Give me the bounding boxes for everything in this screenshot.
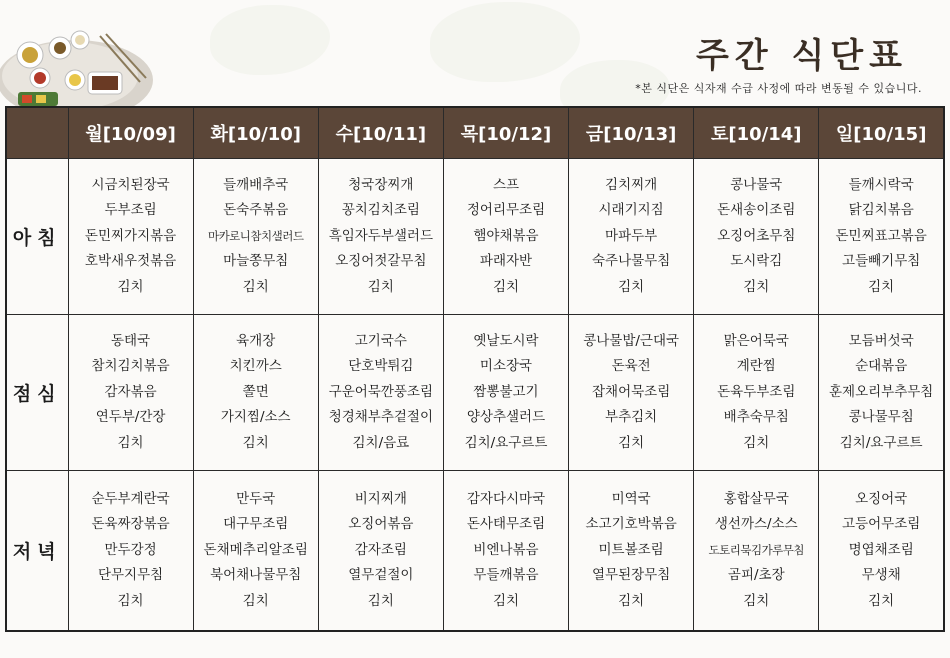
dish-item: 콩나물밥/근대국 bbox=[583, 332, 680, 349]
dish-item: 부추김치 bbox=[605, 409, 658, 426]
dish-item: 오징어초무침 bbox=[717, 227, 796, 244]
dish-item: 치킨까스 bbox=[229, 358, 282, 375]
dish-item: 미역국 bbox=[611, 490, 651, 507]
dish-item: 시금치된장국 bbox=[91, 176, 170, 193]
dish-item: 참치김치볶음 bbox=[91, 358, 170, 375]
menu-cell-lunch-sun bbox=[819, 315, 944, 471]
menu-cell-lunch-mon bbox=[68, 315, 193, 471]
dish-item: 김치 bbox=[242, 592, 269, 609]
dish-item: 고기국수 bbox=[354, 332, 407, 349]
dish-item: 흑임자두부샐러드 bbox=[328, 227, 434, 244]
header-corner-cell bbox=[6, 107, 68, 159]
dish-item: 김치 bbox=[743, 592, 770, 609]
background-leaf bbox=[210, 5, 330, 75]
dish-item: 김치 bbox=[117, 278, 144, 295]
dish-item: 만두국 bbox=[236, 490, 276, 507]
dish-item: 마파두부 bbox=[605, 227, 658, 244]
dish-item: 고들빼기무침 bbox=[842, 253, 921, 270]
dish-item: 대구무조림 bbox=[223, 516, 289, 532]
dish-item: 김치/요구르트 bbox=[464, 434, 548, 451]
dish-item: 비엔나볶음 bbox=[473, 541, 539, 558]
dish-item: 김치찌개 bbox=[605, 176, 658, 193]
dish-item: 들깨배추국 bbox=[223, 176, 289, 193]
menu-cell-breakfast-thu bbox=[443, 159, 568, 315]
dish-item: 미소장국 bbox=[479, 358, 533, 375]
day-header-mon: 월[10/09] bbox=[68, 107, 193, 159]
menu-cell-lunch-fri bbox=[569, 315, 694, 471]
dish-item: 김치 bbox=[868, 592, 895, 609]
dish-item: 돈채메추리알조림 bbox=[203, 541, 308, 558]
dish-item: 김치 bbox=[618, 434, 645, 451]
menu-cell-lunch-wed bbox=[318, 315, 443, 471]
dish-item: 순대볶음 bbox=[855, 358, 908, 375]
day-header-wed: 수[10/11] bbox=[318, 107, 443, 159]
menu-cell-dinner-sun bbox=[819, 471, 944, 631]
dish-item: 배추숙무침 bbox=[723, 409, 789, 426]
dish-item: 청국장찌개 bbox=[348, 176, 414, 193]
dish-item: 마카로니참치샐러드 bbox=[207, 228, 304, 243]
dish-item: 무들깨볶음 bbox=[473, 567, 539, 583]
dish-item: 생선까스/소스 bbox=[714, 516, 798, 532]
meal-label-breakfast: 아침 bbox=[6, 159, 68, 315]
day-header-fri: 금[10/13] bbox=[569, 107, 694, 159]
dish-item: 호박새우젓볶음 bbox=[84, 253, 177, 270]
dish-item: 들깨시락국 bbox=[848, 176, 914, 193]
menu-cell-dinner-mon bbox=[68, 471, 193, 631]
dish-item: 만두강정 bbox=[104, 541, 157, 558]
menu-cell-breakfast-fri bbox=[569, 159, 694, 315]
dish-item: 돈육짜장볶음 bbox=[91, 516, 170, 532]
menu-change-notice: *본 식단은 식자재 수급 사정에 따라 변동될 수 있습니다. bbox=[635, 82, 922, 95]
day-header-thu: 목[10/12] bbox=[443, 107, 568, 159]
meal-label-dinner: 저녁 bbox=[6, 471, 68, 631]
dish-item: 돈육두부조림 bbox=[717, 383, 796, 400]
dish-item: 육개장 bbox=[236, 332, 276, 349]
menu-cell-dinner-thu bbox=[443, 471, 568, 631]
menu-cell-lunch-thu bbox=[443, 315, 568, 471]
dish-item: 비지찌개 bbox=[354, 490, 407, 507]
dish-item: 김치 bbox=[618, 278, 645, 295]
dish-item: 꽁치김치조림 bbox=[341, 202, 420, 219]
dish-item: 곰피/초장 bbox=[727, 567, 785, 583]
dish-item: 계란찜 bbox=[736, 358, 776, 375]
day-header-row bbox=[6, 107, 944, 159]
dish-item: 순두부계란국 bbox=[91, 490, 170, 507]
dish-item: 돈육전 bbox=[611, 358, 651, 375]
meal-row-dinner bbox=[6, 471, 944, 631]
dish-item: 열무된장무침 bbox=[592, 567, 671, 583]
menu-cell-dinner-sat bbox=[694, 471, 819, 631]
weekly-menu-table bbox=[5, 106, 945, 632]
page-title: 주간 식단표 bbox=[695, 36, 908, 76]
dish-item: 오징어볶음 bbox=[348, 516, 414, 532]
dish-item: 김치 bbox=[743, 278, 770, 295]
dish-item: 돈민찌가지볶음 bbox=[84, 227, 177, 244]
menu-cell-dinner-fri bbox=[569, 471, 694, 631]
menu-cell-breakfast-mon bbox=[68, 159, 193, 315]
dish-item: 돈민찌표고볶음 bbox=[835, 227, 927, 244]
dish-item: 김치 bbox=[492, 278, 520, 295]
dish-item: 김치 bbox=[868, 278, 895, 295]
dish-item: 파래자반 bbox=[479, 253, 533, 270]
dish-item: 김치 bbox=[117, 592, 144, 609]
dish-item: 두부조림 bbox=[104, 202, 157, 219]
dish-item: 짬뽕불고기 bbox=[473, 383, 539, 400]
dish-item: 김치 bbox=[117, 434, 144, 451]
menu-cell-lunch-sat bbox=[694, 315, 819, 471]
menu-cell-breakfast-sat bbox=[694, 159, 819, 315]
menu-cell-lunch-tue bbox=[193, 315, 318, 471]
dish-item: 김치 bbox=[492, 592, 520, 609]
dish-item: 김치 bbox=[367, 592, 394, 609]
dish-item: 미트볼조림 bbox=[598, 541, 664, 558]
dish-item: 돈새송이조림 bbox=[717, 202, 796, 219]
meal-row-lunch bbox=[6, 315, 944, 471]
dish-item: 햄야채볶음 bbox=[473, 227, 539, 244]
dish-item: 잡채어묵조림 bbox=[592, 383, 671, 400]
dish-item: 단호박튀김 bbox=[348, 358, 414, 375]
dish-item: 도시락김 bbox=[730, 253, 783, 270]
dish-item: 훈제오리부추무침 bbox=[829, 383, 934, 400]
dish-item: 감자다시마국 bbox=[466, 490, 546, 507]
dish-item: 김치/음료 bbox=[352, 434, 410, 451]
dish-item: 맑은어묵국 bbox=[723, 332, 789, 349]
dish-item: 닭김치볶음 bbox=[848, 202, 914, 219]
dish-item: 홍합살무국 bbox=[723, 490, 789, 507]
dish-item: 도토리묵김가루무침 bbox=[708, 542, 805, 557]
dish-item: 김치 bbox=[242, 278, 269, 295]
menu-cell-breakfast-wed bbox=[318, 159, 443, 315]
dish-item: 청경채부추겉절이 bbox=[328, 409, 434, 426]
dish-item: 김치 bbox=[367, 278, 394, 295]
dish-item: 마늘쫑무침 bbox=[223, 253, 289, 270]
dish-item: 북어채나물무침 bbox=[210, 567, 302, 583]
background-leaf bbox=[430, 2, 580, 82]
dish-item: 시래기지짐 bbox=[598, 202, 664, 219]
dish-item: 김치/요구르트 bbox=[839, 434, 923, 451]
dish-item: 콩나물무침 bbox=[848, 409, 914, 426]
dish-item: 옛날도시락 bbox=[473, 332, 539, 349]
dish-item: 단무지무침 bbox=[97, 567, 164, 583]
dish-item: 정어리무조림 bbox=[466, 202, 546, 219]
dish-item: 양상추샐러드 bbox=[466, 409, 546, 426]
menu-cell-breakfast-tue bbox=[193, 159, 318, 315]
title-area bbox=[696, 28, 908, 77]
dish-item: 오징어국 bbox=[855, 490, 908, 507]
dish-item: 동태국 bbox=[111, 332, 151, 349]
dish-item: 콩나물국 bbox=[730, 176, 783, 193]
day-header-sat: 토[10/14] bbox=[694, 107, 819, 159]
dish-item: 고등어무조림 bbox=[842, 516, 921, 532]
dish-item: 돈사태무조림 bbox=[466, 516, 546, 532]
dish-item: 김치 bbox=[743, 434, 770, 451]
dish-item: 무생채 bbox=[861, 567, 901, 583]
dish-item: 오징어젓갈무침 bbox=[335, 253, 427, 270]
dish-item: 스프 bbox=[492, 176, 520, 193]
dish-item: 연두부/간장 bbox=[95, 409, 166, 426]
dish-item: 쫄면 bbox=[242, 383, 269, 400]
dish-item: 가지찜/소스 bbox=[220, 409, 291, 426]
dish-item: 소고기호박볶음 bbox=[585, 516, 677, 532]
dish-item: 돈숙주볶음 bbox=[223, 202, 289, 219]
dish-item: 김치 bbox=[242, 434, 269, 451]
day-header-sun: 일[10/15] bbox=[819, 107, 944, 159]
menu-cell-dinner-tue bbox=[193, 471, 318, 631]
day-header-tue: 화[10/10] bbox=[193, 107, 318, 159]
dish-item: 숙주나물무침 bbox=[592, 253, 671, 270]
dish-item: 열무겉절이 bbox=[348, 567, 414, 583]
dish-item: 모듬버섯국 bbox=[848, 332, 914, 349]
menu-cell-breakfast-sun bbox=[819, 159, 944, 315]
meal-label-lunch: 점심 bbox=[6, 315, 68, 471]
dish-item: 구운어묵깐풍조림 bbox=[328, 383, 434, 400]
dish-item: 명엽채조림 bbox=[848, 541, 914, 558]
menu-cell-dinner-wed bbox=[318, 471, 443, 631]
korean-meal-table-image bbox=[0, 10, 160, 108]
dish-item: 감자조림 bbox=[354, 541, 407, 558]
meal-row-breakfast bbox=[6, 159, 944, 315]
dish-item: 감자볶음 bbox=[104, 383, 157, 400]
dish-item: 김치 bbox=[618, 592, 645, 609]
